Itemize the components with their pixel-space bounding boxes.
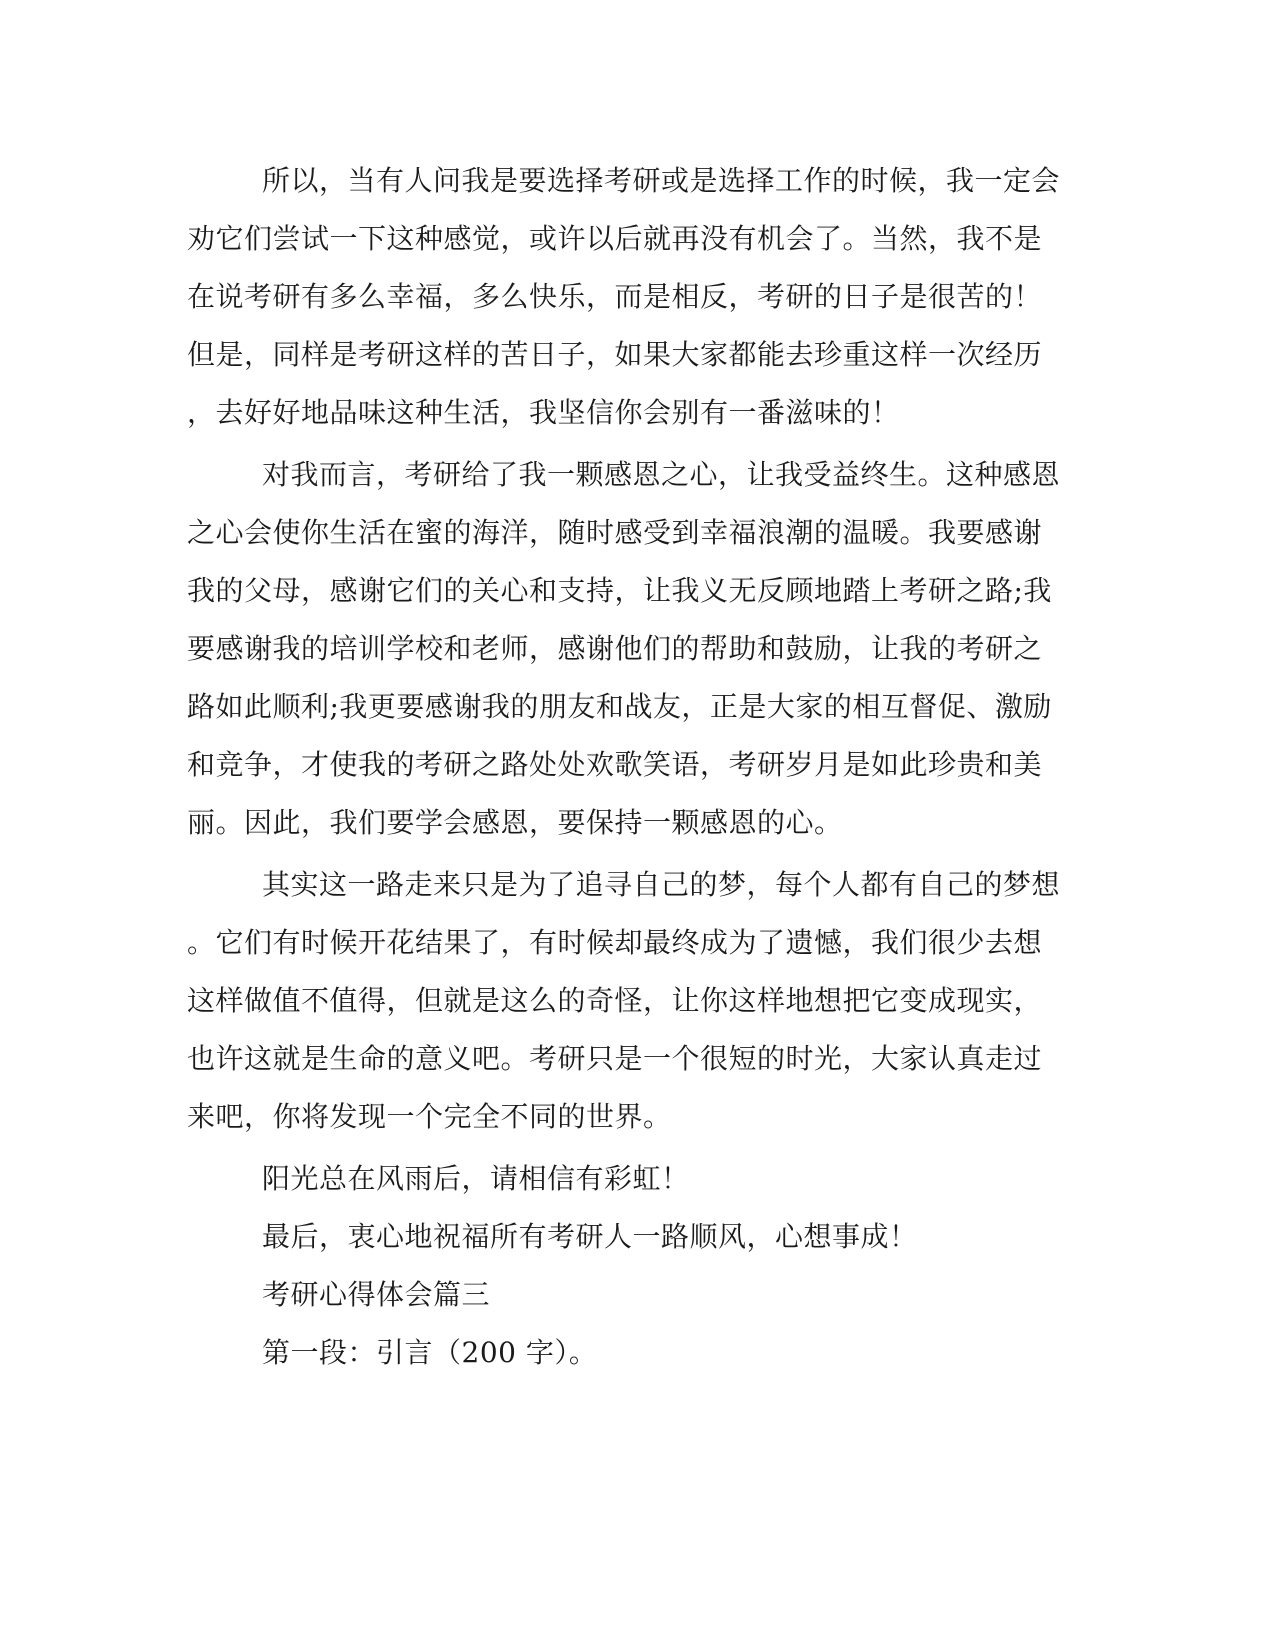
text-line: 之心会使你生活在蜜的海洋，随时感受到幸福浪潮的温暖。我要感谢 — [187, 516, 1043, 549]
text-line: 阳光总在风雨后，请相信有彩虹！ — [262, 1162, 690, 1195]
text-line: 。它们有时候开花结果了，有时候却最终成为了遗憾，我们很少去想 — [187, 926, 1043, 959]
section-heading: 考研心得体会篇三 — [262, 1278, 491, 1311]
text-line: 路如此顺利;我更要感谢我的朋友和战友，正是大家的相互督促、激励 — [187, 690, 1052, 723]
text-line: ，去好好地品味这种生活，我坚信你会别有一番滋味的！ — [187, 396, 900, 429]
text-line: 对我而言，考研给了我一颗感恩之心，让我受益终生。这种感恩 — [262, 458, 1061, 491]
text-line: 第一段：引言（200 字）。 — [262, 1336, 598, 1369]
text-line: 也许这就是生命的意义吧。考研只是一个很短的时光，大家认真走过 — [187, 1042, 1043, 1075]
text-line: 但是，同样是考研这样的苦日子，如果大家都能去珍重这样一次经历 — [187, 338, 1043, 371]
text-line: 在说考研有多么幸福，多么快乐，而是相反，考研的日子是很苦的！ — [187, 280, 1043, 313]
text-line: 来吧，你将发现一个完全不同的世界。 — [187, 1100, 672, 1133]
text-line: 所以，当有人问我是要选择考研或是选择工作的时候，我一定会 — [262, 164, 1061, 197]
text-line: 丽。因此，我们要学会感恩，要保持一颗感恩的心。 — [187, 806, 843, 839]
text-line: 劝它们尝试一下这种感觉，或许以后就再没有机会了。当然，我不是 — [187, 222, 1043, 255]
text-line: 其实这一路走来只是为了追寻自己的梦，每个人都有自己的梦想 — [262, 868, 1061, 901]
text-line: 和竞争，才使我的考研之路处处欢歌笑语，考研岁月是如此珍贵和美 — [187, 748, 1043, 781]
text-line: 要感谢我的培训学校和老师，感谢他们的帮助和鼓励，让我的考研之 — [187, 632, 1043, 665]
text-line: 我的父母，感谢它们的关心和支持，让我义无反顾地踏上考研之路;我 — [187, 574, 1052, 607]
text-line: 这样做值不值得，但就是这么的奇怪，让你这样地想把它变成现实， — [187, 984, 1043, 1017]
text-line: 最后，衷心地祝福所有考研人一路顺风，心想事成！ — [262, 1220, 918, 1253]
